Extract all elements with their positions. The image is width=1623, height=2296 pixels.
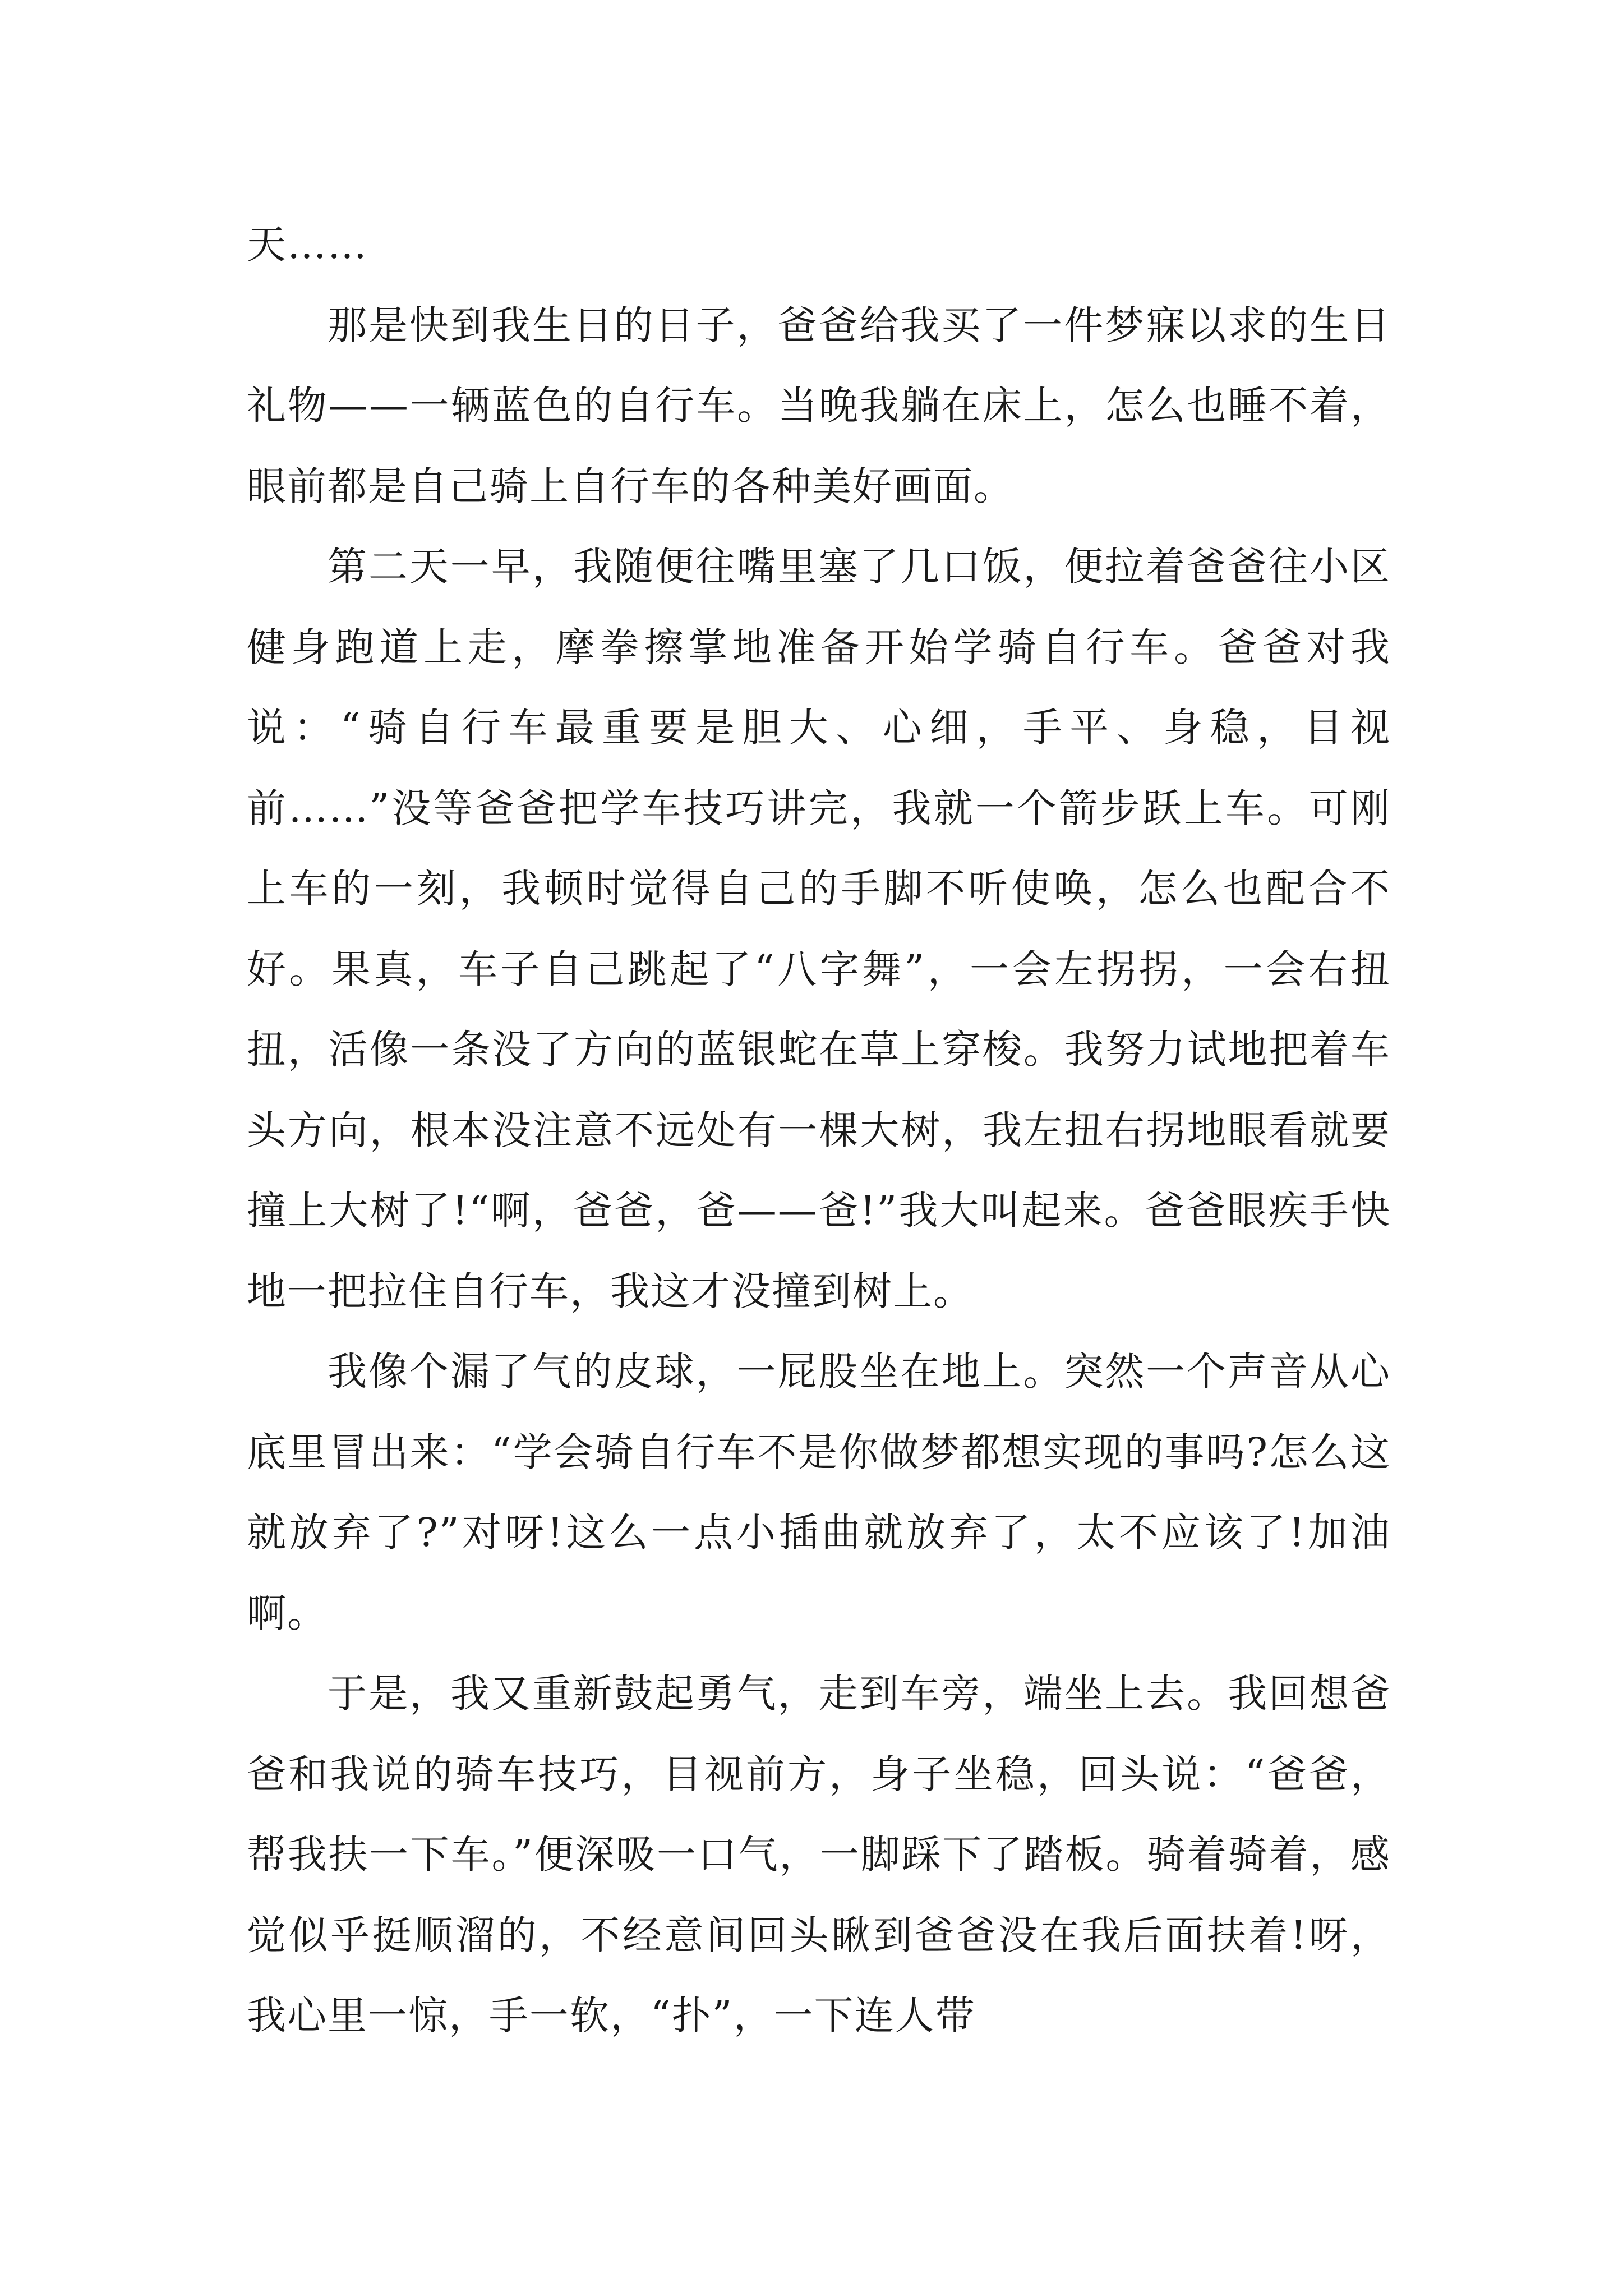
document-body bbox=[247, 205, 1391, 2056]
paragraph-first-attempt: 第二天一早，我随便往嘴里塞了几口饭，便拉着爸爸往小区健身跑道上走，摩拳擦掌地准备开始学骑自行车。爸爸对我说：“骑自行车最重要是胆大、心细，手平、身稳，目视前……”没等爸爸把学车技巧讲完，我就一个箭步跃上车。可刚上车的一刻，我顿时觉得自己的手脚不听使唤，怎么也配合不好。果真，车子自己跳起了“八字舞”，一会左拐拐，一会右扭扭，活像一条没了方向的蓝银蛇在草上穿梭。我努力试地把着车头方向，根本没注意不远处有一棵大树，我左扭右拐地眼看就要撞上大树了!“啊，爸爸，爸——爸!”我大叫起来。爸爸眼疾手快地一把拉住自行车，我这才没撞到树上。 bbox=[247, 544, 1391, 1314]
paragraph-second-attempt: 于是，我又重新鼓起勇气，走到车旁，端坐上去。我回想爸爸和我说的骑车技巧，目视前方，身子坐稳，回头说：“爸爸，帮我扶一下车。”便深吸一口气，一脚踩下了踏板。骑着骑着，感觉似乎挺顺溜的，不经意间回头瞅到爸爸没在我后面扶着!呀，我心里一惊，手一软，“扑”，一下连人带 bbox=[247, 1671, 1391, 2039]
paragraph-continuation: 天…… bbox=[247, 222, 368, 268]
paragraph-encouragement: 我像个漏了气的皮球，一屁股坐在地上。突然一个声音从心底里冒出来：“学会骑自行车不是你做梦都想实现的事吗?怎么这就放弃了?”对呀!这么一点小插曲就放弃了，太不应该了!加油啊。 bbox=[247, 1349, 1391, 1636]
paragraph-birthday-gift: 那是快到我生日的日子，爸爸给我买了一件梦寐以求的生日礼物——一辆蓝色的自行车。当晚我躺在床上，怎么也睡不着，眼前都是自己骑上自行车的各种美好画面。 bbox=[247, 302, 1391, 509]
